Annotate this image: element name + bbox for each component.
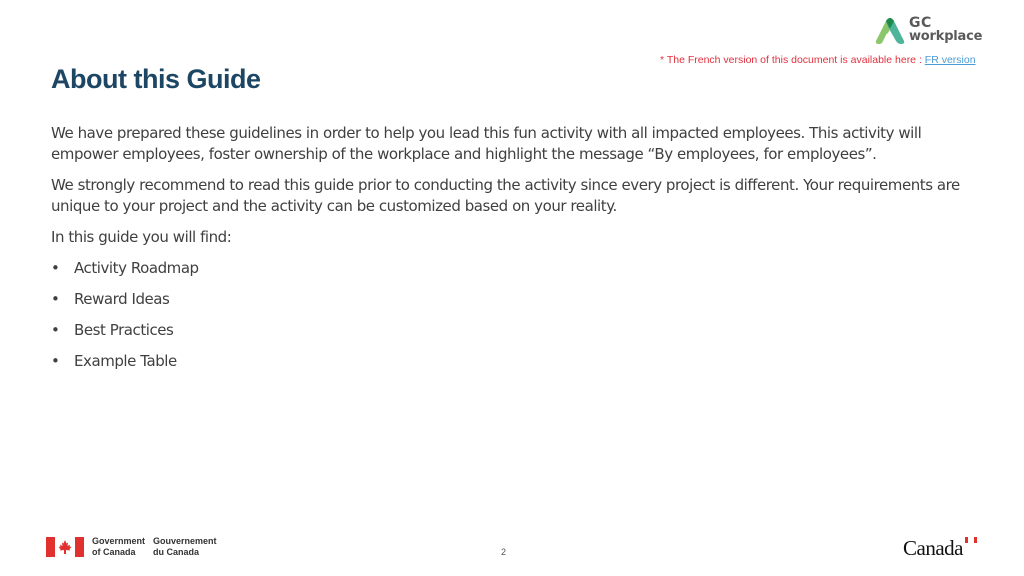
list-item-label: Activity Roadmap (74, 259, 199, 277)
fr-version-link[interactable]: FR version (924, 54, 976, 66)
canada-flag-icon (46, 537, 84, 557)
wordmark-flag-icon (965, 537, 977, 543)
bullet-icon: • (51, 259, 60, 277)
list-item (51, 258, 981, 289)
gc-workplace-logo (874, 14, 982, 46)
government-of-canada-signature (46, 536, 217, 558)
page-number: 2 (501, 547, 507, 557)
list-intro: In this guide you will find: (51, 228, 232, 246)
list-item (51, 351, 981, 382)
french-note-text: * The French version of this document is available here : (660, 54, 925, 66)
gov-fr-line1: Gouvernement (153, 536, 217, 546)
bullet-icon: • (51, 352, 60, 370)
logo-line-gc: GC (909, 15, 932, 31)
gov-en-line1: Government (92, 536, 146, 546)
recommendation-paragraph: We strongly recommend to read this guide prior to conducting the activity since every project is different. Your requirements are unique to your project and the activity can be customized based on your reality. (51, 176, 960, 215)
gc-workplace-logo-icon (874, 15, 906, 45)
gov-en-line2: of Canada (92, 547, 136, 557)
list-item (51, 320, 981, 351)
guide-contents-list (51, 258, 981, 382)
bullet-icon: • (51, 321, 60, 339)
logo-line-workplace: workplace (909, 29, 983, 44)
list-item-label: Example Table (74, 352, 177, 370)
gov-fr-line2: du Canada (153, 547, 200, 557)
canada-wordmark-text: Canada (903, 536, 963, 560)
intro-paragraph: We have prepared these guidelines in order to help you lead this fun activity with all impacted employees. This activity will empower employees, foster ownership of the workplace and highlight the message “By employees, for employees”. (51, 124, 922, 163)
french-version-note (660, 54, 976, 66)
list-item-label: Reward Ideas (74, 290, 170, 308)
list-item (51, 289, 981, 320)
canada-wordmark (903, 536, 963, 561)
body-content (51, 123, 981, 382)
page-title: About this Guide (51, 64, 261, 94)
bullet-icon: • (51, 290, 60, 308)
list-item-label: Best Practices (74, 321, 174, 339)
